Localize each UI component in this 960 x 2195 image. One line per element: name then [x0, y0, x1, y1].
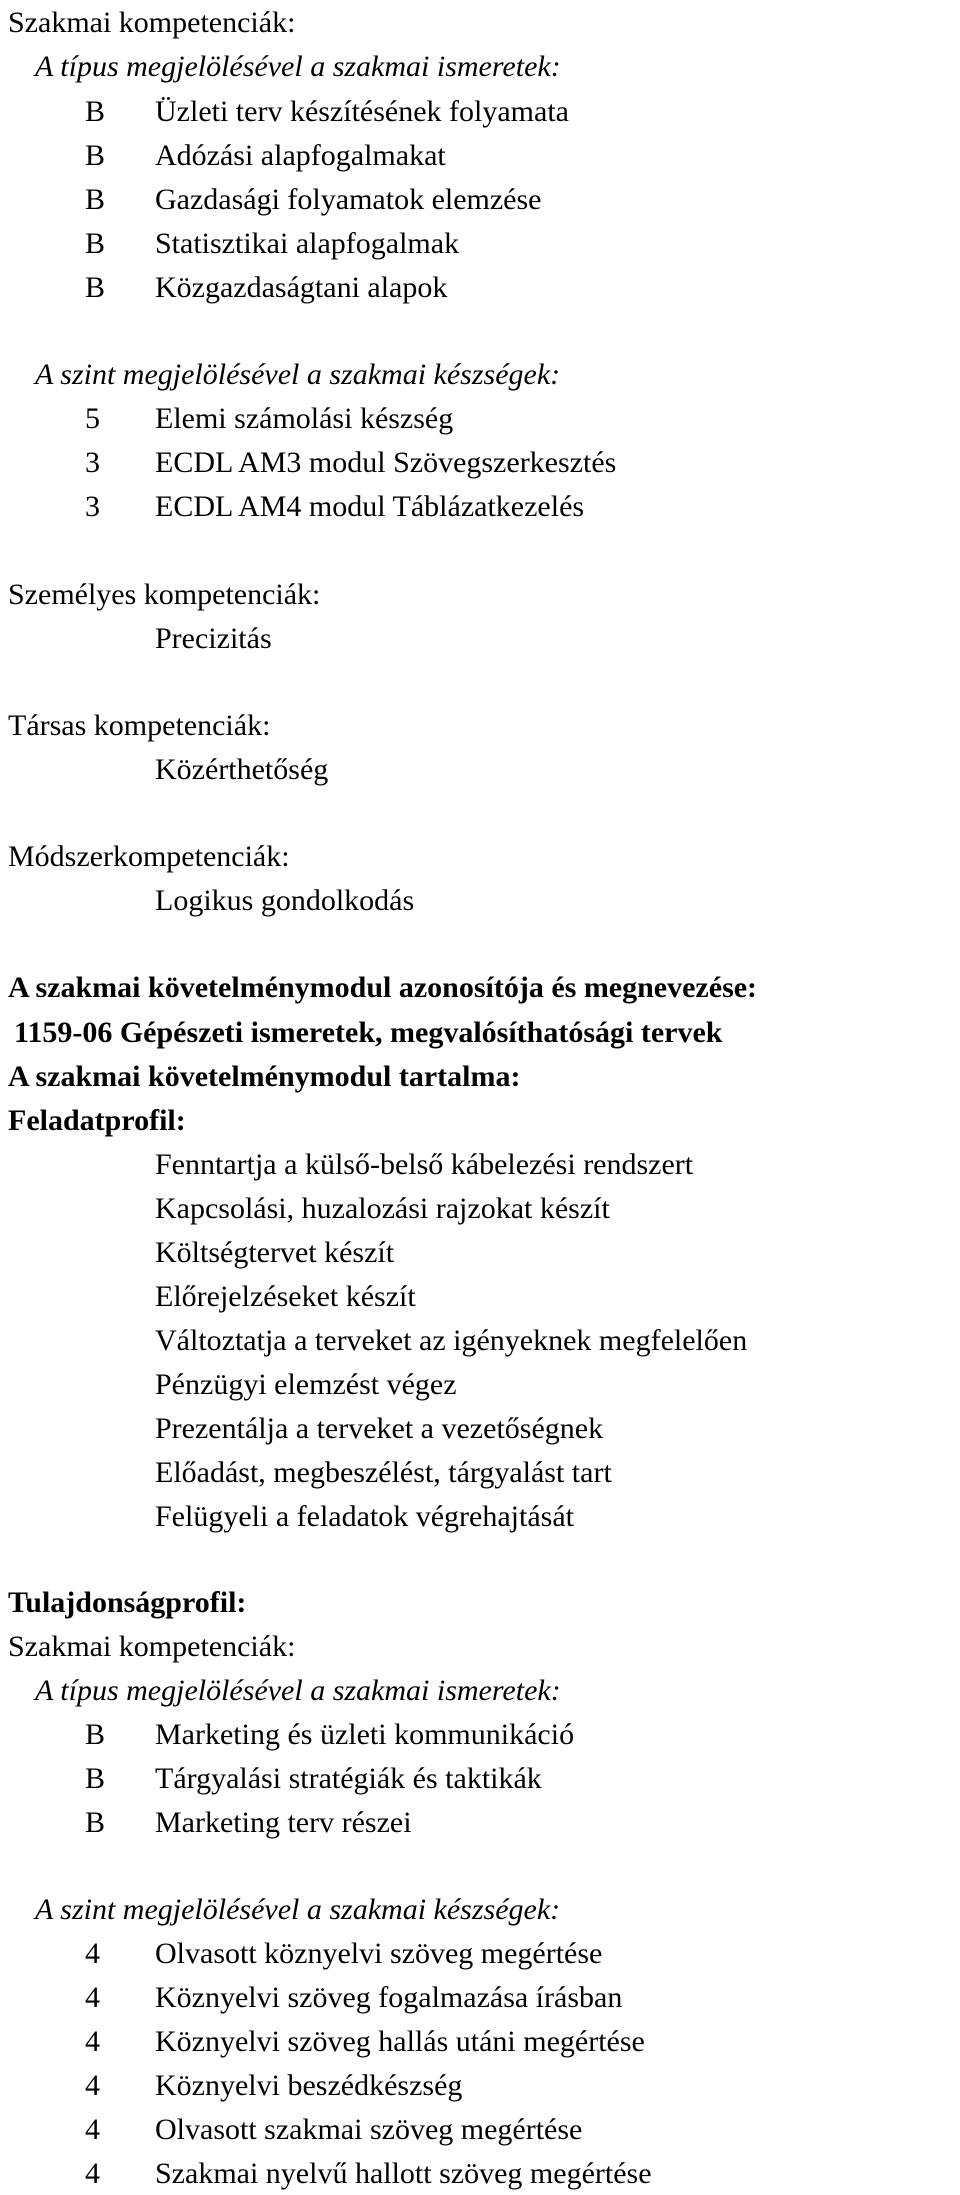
task-item: Változtatja a terveket az igényeknek megfelelően: [155, 1324, 748, 1357]
task-item: Költségtervet készít: [155, 1236, 395, 1269]
section1-knowledge-heading: A típus megjelölésével a szakmai ismeretek:: [35, 50, 561, 83]
section2-knowledge-heading: A típus megjelölésével a szakmai ismeretek:: [35, 1674, 561, 1707]
knowledge-item: Marketing és üzleti kommunikáció: [155, 1718, 575, 1751]
skill-level: 4: [85, 2069, 100, 2102]
knowledge-item: Gazdasági folyamatok elemzése: [155, 183, 542, 216]
skill-level: 4: [85, 2157, 100, 2190]
method-competency-item: Logikus gondolkodás: [155, 884, 415, 917]
skill-level: 5: [85, 402, 100, 435]
skill-level: 4: [85, 2113, 100, 2146]
task-item: Pénzügyi elemzést végez: [155, 1368, 457, 1401]
knowledge-code: B: [85, 271, 106, 304]
task-item: Előrejelzéseket készít: [155, 1280, 416, 1313]
knowledge-item: Adózási alapfogalmakat: [155, 139, 446, 172]
skill-item: ECDL AM3 modul Szövegszerkesztés: [155, 446, 617, 479]
skill-level: 3: [85, 490, 100, 523]
section1-skills-heading: A szint megjelölésével a szakmai készségek:: [35, 358, 561, 391]
skill-item: Köznyelvi szöveg hallás utáni megértése: [155, 2025, 645, 2058]
skill-level: 4: [85, 1981, 100, 2014]
skill-item: Köznyelvi szöveg fogalmazása írásban: [155, 1981, 623, 2014]
knowledge-item: Marketing terv részei: [155, 1806, 412, 1839]
task-item: Előadást, megbeszélést, tárgyalást tart: [155, 1456, 612, 1489]
knowledge-code: B: [85, 183, 106, 216]
task-item: Felügyeli a feladatok végrehajtását: [155, 1500, 574, 1533]
personal-competencies-heading: Személyes kompetenciák:: [8, 578, 321, 611]
task-item: Fenntartja a külső-belső kábelezési rendszert: [155, 1148, 694, 1181]
module-id-heading: A szakmai követelménymodul azonosítója és megnevezése:: [8, 971, 758, 1004]
task-item: Kapcsolási, huzalozási rajzokat készít: [155, 1192, 610, 1225]
knowledge-code: B: [85, 1718, 106, 1751]
knowledge-code: B: [85, 1806, 106, 1839]
skill-item: ECDL AM4 modul Táblázatkezelés: [155, 490, 585, 523]
section2-heading: Szakmai kompetenciák:: [8, 1630, 296, 1663]
skill-item: Olvasott köznyelvi szöveg megértése: [155, 1937, 603, 1970]
skill-level: 3: [85, 446, 100, 479]
knowledge-code: B: [85, 95, 106, 128]
task-item: Prezentálja a terveket a vezetőségnek: [155, 1412, 604, 1445]
method-competencies-heading: Módszerkompetenciák:: [8, 840, 290, 873]
skill-item: Elemi számolási készség: [155, 402, 454, 435]
personal-competency-item: Precizitás: [155, 622, 272, 655]
knowledge-code: B: [85, 1762, 106, 1795]
skill-item: Köznyelvi beszédkészség: [155, 2069, 463, 2102]
skill-level: 4: [85, 1937, 100, 1970]
section1-heading: Szakmai kompetenciák:: [8, 6, 296, 39]
skill-item: Szakmai nyelvű hallott szöveg megértése: [155, 2157, 652, 2190]
section2-skills-heading: A szint megjelölésével a szakmai készségek:: [35, 1893, 561, 1926]
skill-level: 4: [85, 2025, 100, 2058]
module-content-heading: A szakmai követelménymodul tartalma:: [8, 1060, 521, 1093]
social-competencies-heading: Társas kompetenciák:: [8, 709, 271, 742]
module-id-line: 1159-06 Gépészeti ismeretek, megvalósíthatósági tervek: [14, 1016, 723, 1049]
knowledge-code: B: [85, 227, 106, 260]
property-profile-heading: Tulajdonságprofil:: [8, 1586, 247, 1619]
knowledge-code: B: [85, 139, 106, 172]
knowledge-item: Statisztikai alapfogalmak: [155, 227, 460, 260]
skill-item: Olvasott szakmai szöveg megértése: [155, 2113, 583, 2146]
task-profile-heading: Feladatprofil:: [8, 1104, 186, 1137]
social-competency-item: Közérthetőség: [155, 753, 329, 786]
knowledge-item: Üzleti terv készítésének folyamata: [155, 95, 569, 128]
knowledge-item: Közgazdaságtani alapok: [155, 271, 448, 304]
knowledge-item: Tárgyalási stratégiák és taktikák: [155, 1762, 542, 1795]
